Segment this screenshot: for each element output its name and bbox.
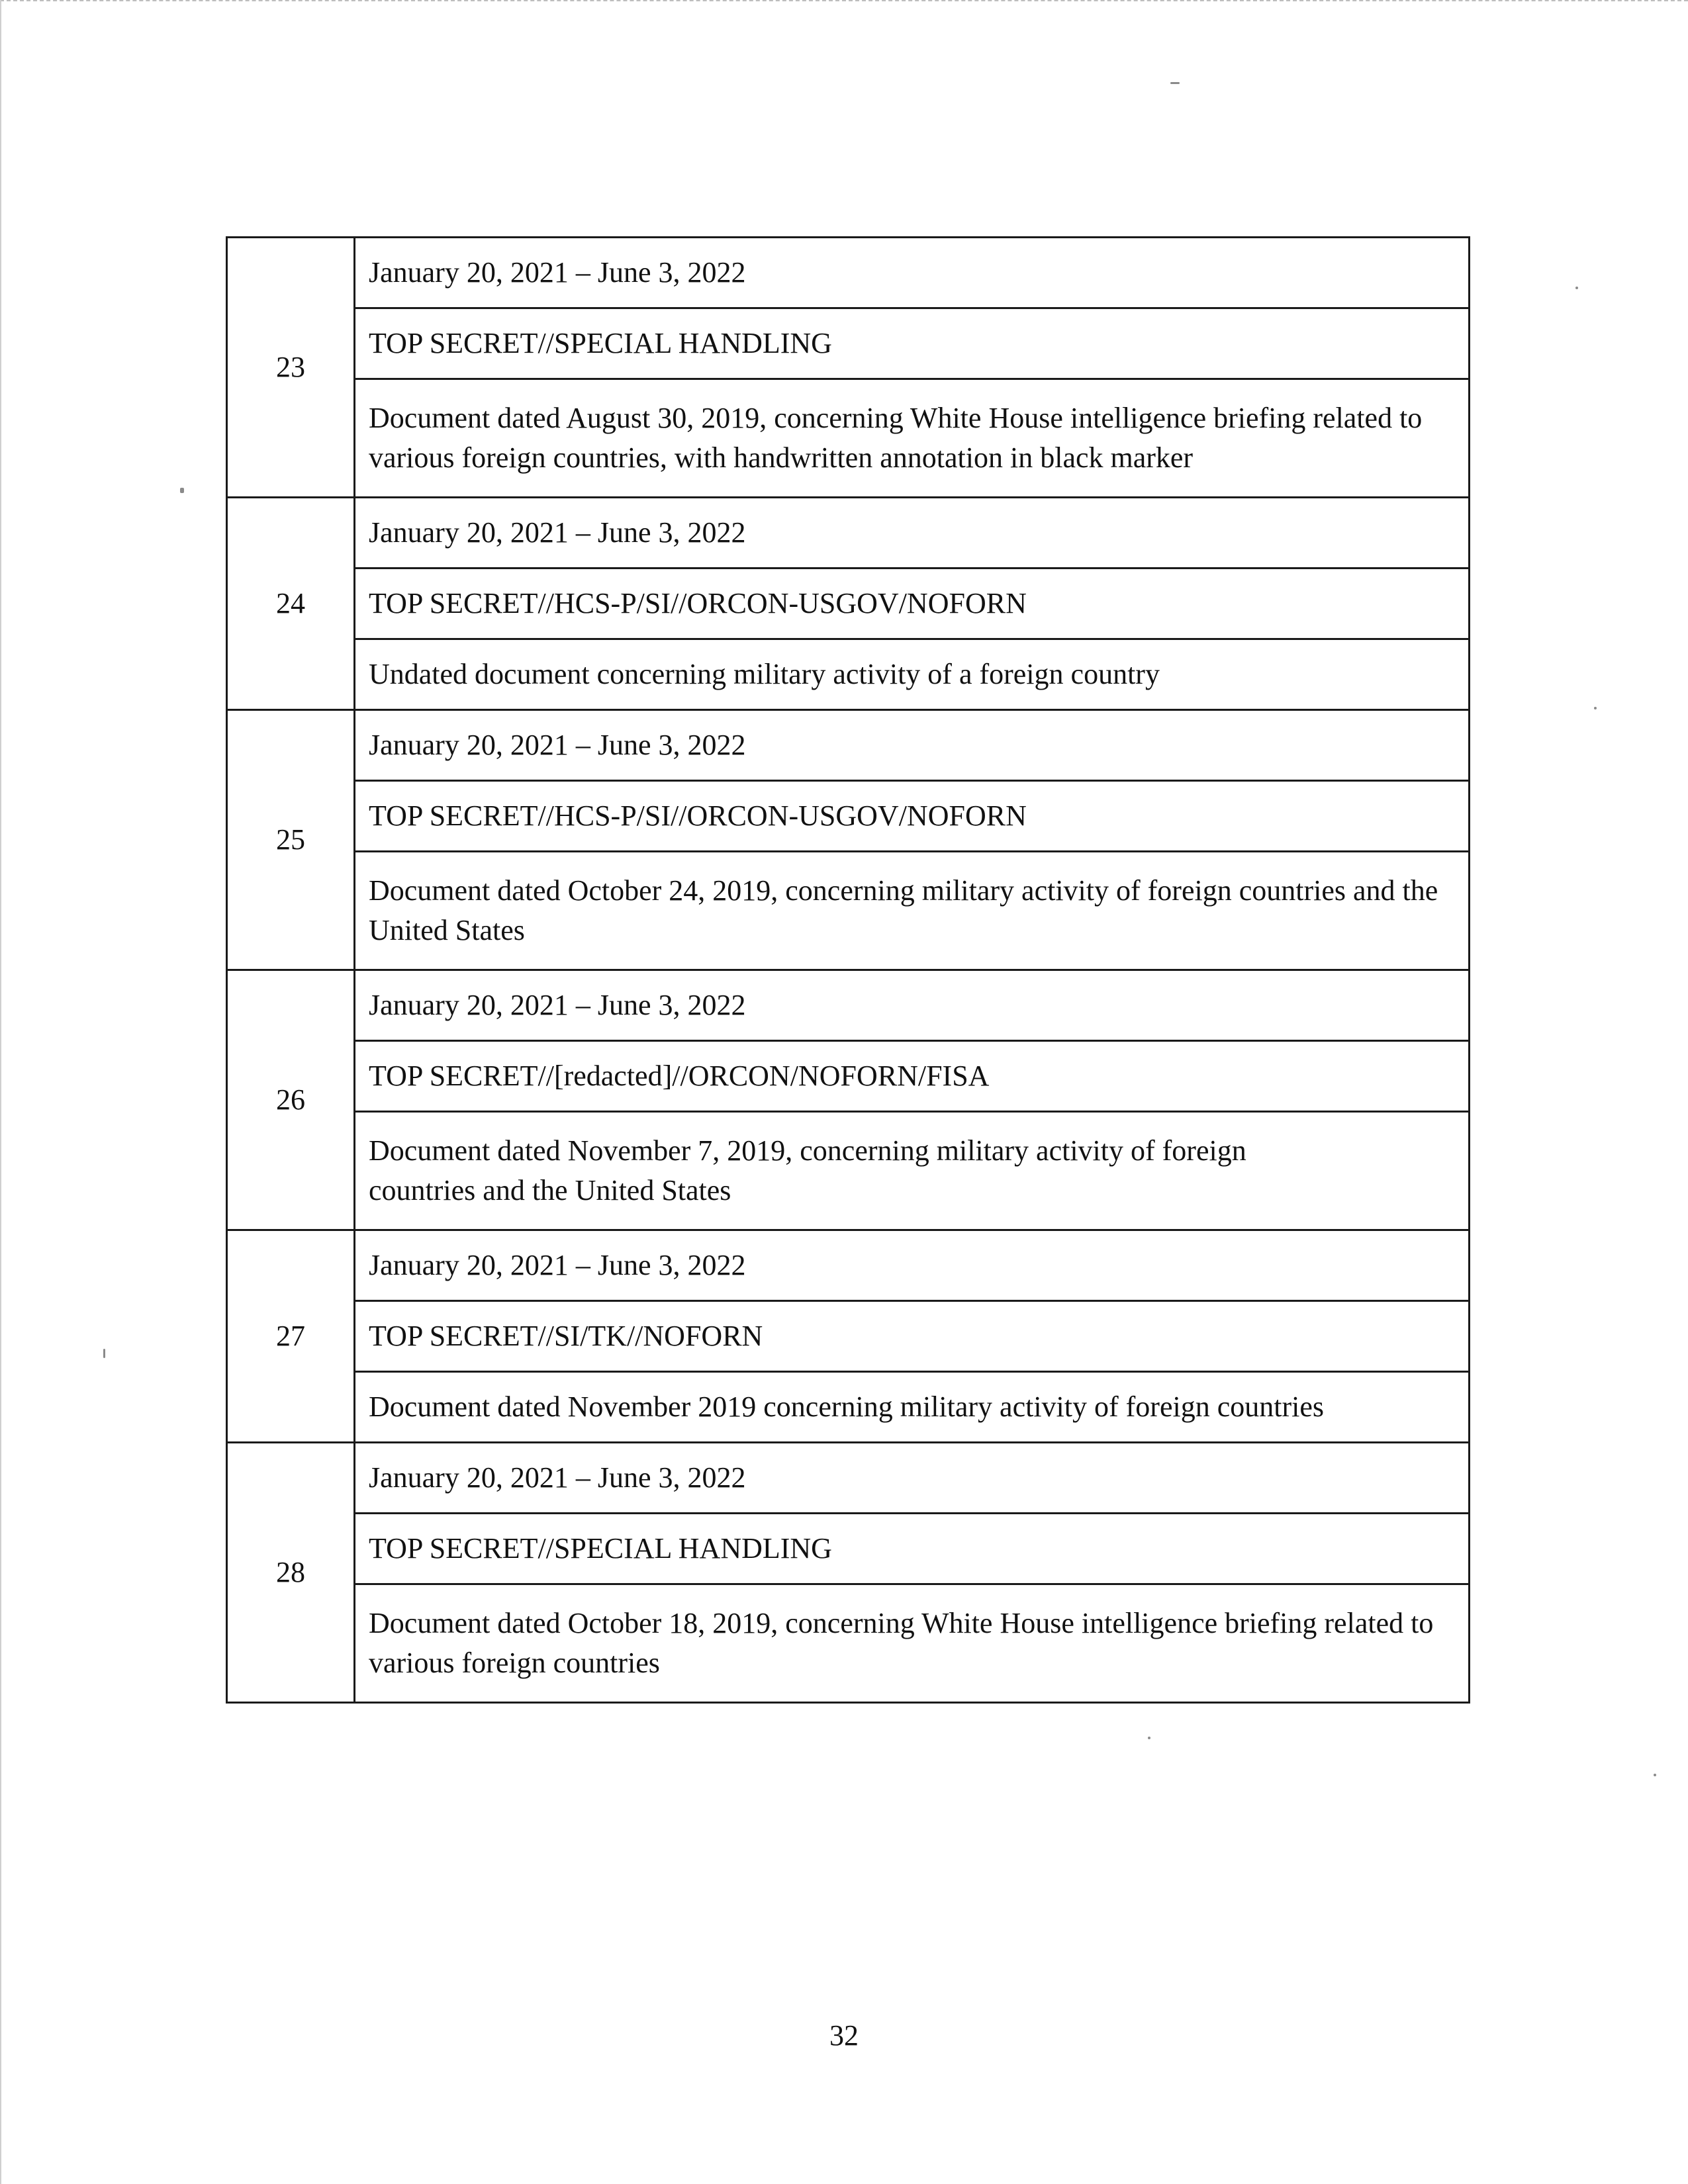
record-row (227, 1301, 1470, 1372)
record-number: 23 (227, 238, 355, 498)
record-row (227, 781, 1470, 852)
record-row (227, 1372, 1470, 1443)
record-row (227, 1041, 1470, 1112)
scan-edge-left (0, 0, 4, 2184)
description-cell: Document dated October 24, 2019, concerning military activity of foreign countries and the United States (355, 852, 1470, 970)
description-cell: Document dated November 7, 2019, concerning military activity of foreign countries and the United States (355, 1112, 1470, 1230)
date-range-cell: January 20, 2021 – June 3, 2022 (355, 970, 1470, 1041)
classification-cell: TOP SECRET//SI/TK//NOFORN (355, 1301, 1470, 1372)
record-number: 27 (227, 1230, 355, 1443)
scan-speck (1575, 287, 1578, 289)
record-row (227, 1230, 1470, 1301)
scan-speck (1654, 1774, 1656, 1776)
record-row (227, 308, 1470, 379)
record-number: 24 (227, 498, 355, 710)
description-cell: Document dated August 30, 2019, concerning White House intelligence briefing related to various foreign countries, with handwritten annotation in black marker (355, 379, 1470, 498)
classification-cell: TOP SECRET//[redacted]//ORCON/NOFORN/FISA (355, 1041, 1470, 1112)
record-row (227, 1514, 1470, 1584)
date-range-cell: January 20, 2021 – June 3, 2022 (355, 1230, 1470, 1301)
classification-cell: TOP SECRET//HCS-P/SI//ORCON-USGOV/NOFORN (355, 781, 1470, 852)
scan-speck (1594, 707, 1597, 709)
record-row (227, 639, 1470, 710)
record-number: 28 (227, 1443, 355, 1703)
scan-speck (1148, 1737, 1150, 1739)
records-table (226, 236, 1470, 1704)
classification-cell: TOP SECRET//HCS-P/SI//ORCON-USGOV/NOFORN (355, 569, 1470, 639)
record-row (227, 1584, 1470, 1703)
date-range-cell: January 20, 2021 – June 3, 2022 (355, 238, 1470, 308)
record-row (227, 498, 1470, 569)
description-cell: Document dated October 18, 2019, concerning White House intelligence briefing related to various foreign countries (355, 1584, 1470, 1703)
page-number: 32 (829, 2019, 859, 2052)
description-cell: Undated document concerning military activity of a foreign country (355, 639, 1470, 710)
record-row (227, 970, 1470, 1041)
scan-speck (180, 488, 184, 493)
record-row (227, 1443, 1470, 1514)
record-number: 26 (227, 970, 355, 1230)
date-range-cell: January 20, 2021 – June 3, 2022 (355, 1443, 1470, 1514)
record-row (227, 852, 1470, 970)
scan-speck (1170, 82, 1180, 84)
record-row (227, 379, 1470, 498)
record-number: 25 (227, 710, 355, 970)
record-row (227, 710, 1470, 781)
record-row (227, 1112, 1470, 1230)
scan-speck (103, 1349, 105, 1358)
record-row (227, 238, 1470, 308)
classification-cell: TOP SECRET//SPECIAL HANDLING (355, 1514, 1470, 1584)
date-range-cell: January 20, 2021 – June 3, 2022 (355, 710, 1470, 781)
description-cell: Document dated November 2019 concerning military activity of foreign countries (355, 1372, 1470, 1443)
scan-edge-top (0, 0, 1688, 4)
record-row (227, 569, 1470, 639)
classification-cell: TOP SECRET//SPECIAL HANDLING (355, 308, 1470, 379)
date-range-cell: January 20, 2021 – June 3, 2022 (355, 498, 1470, 569)
